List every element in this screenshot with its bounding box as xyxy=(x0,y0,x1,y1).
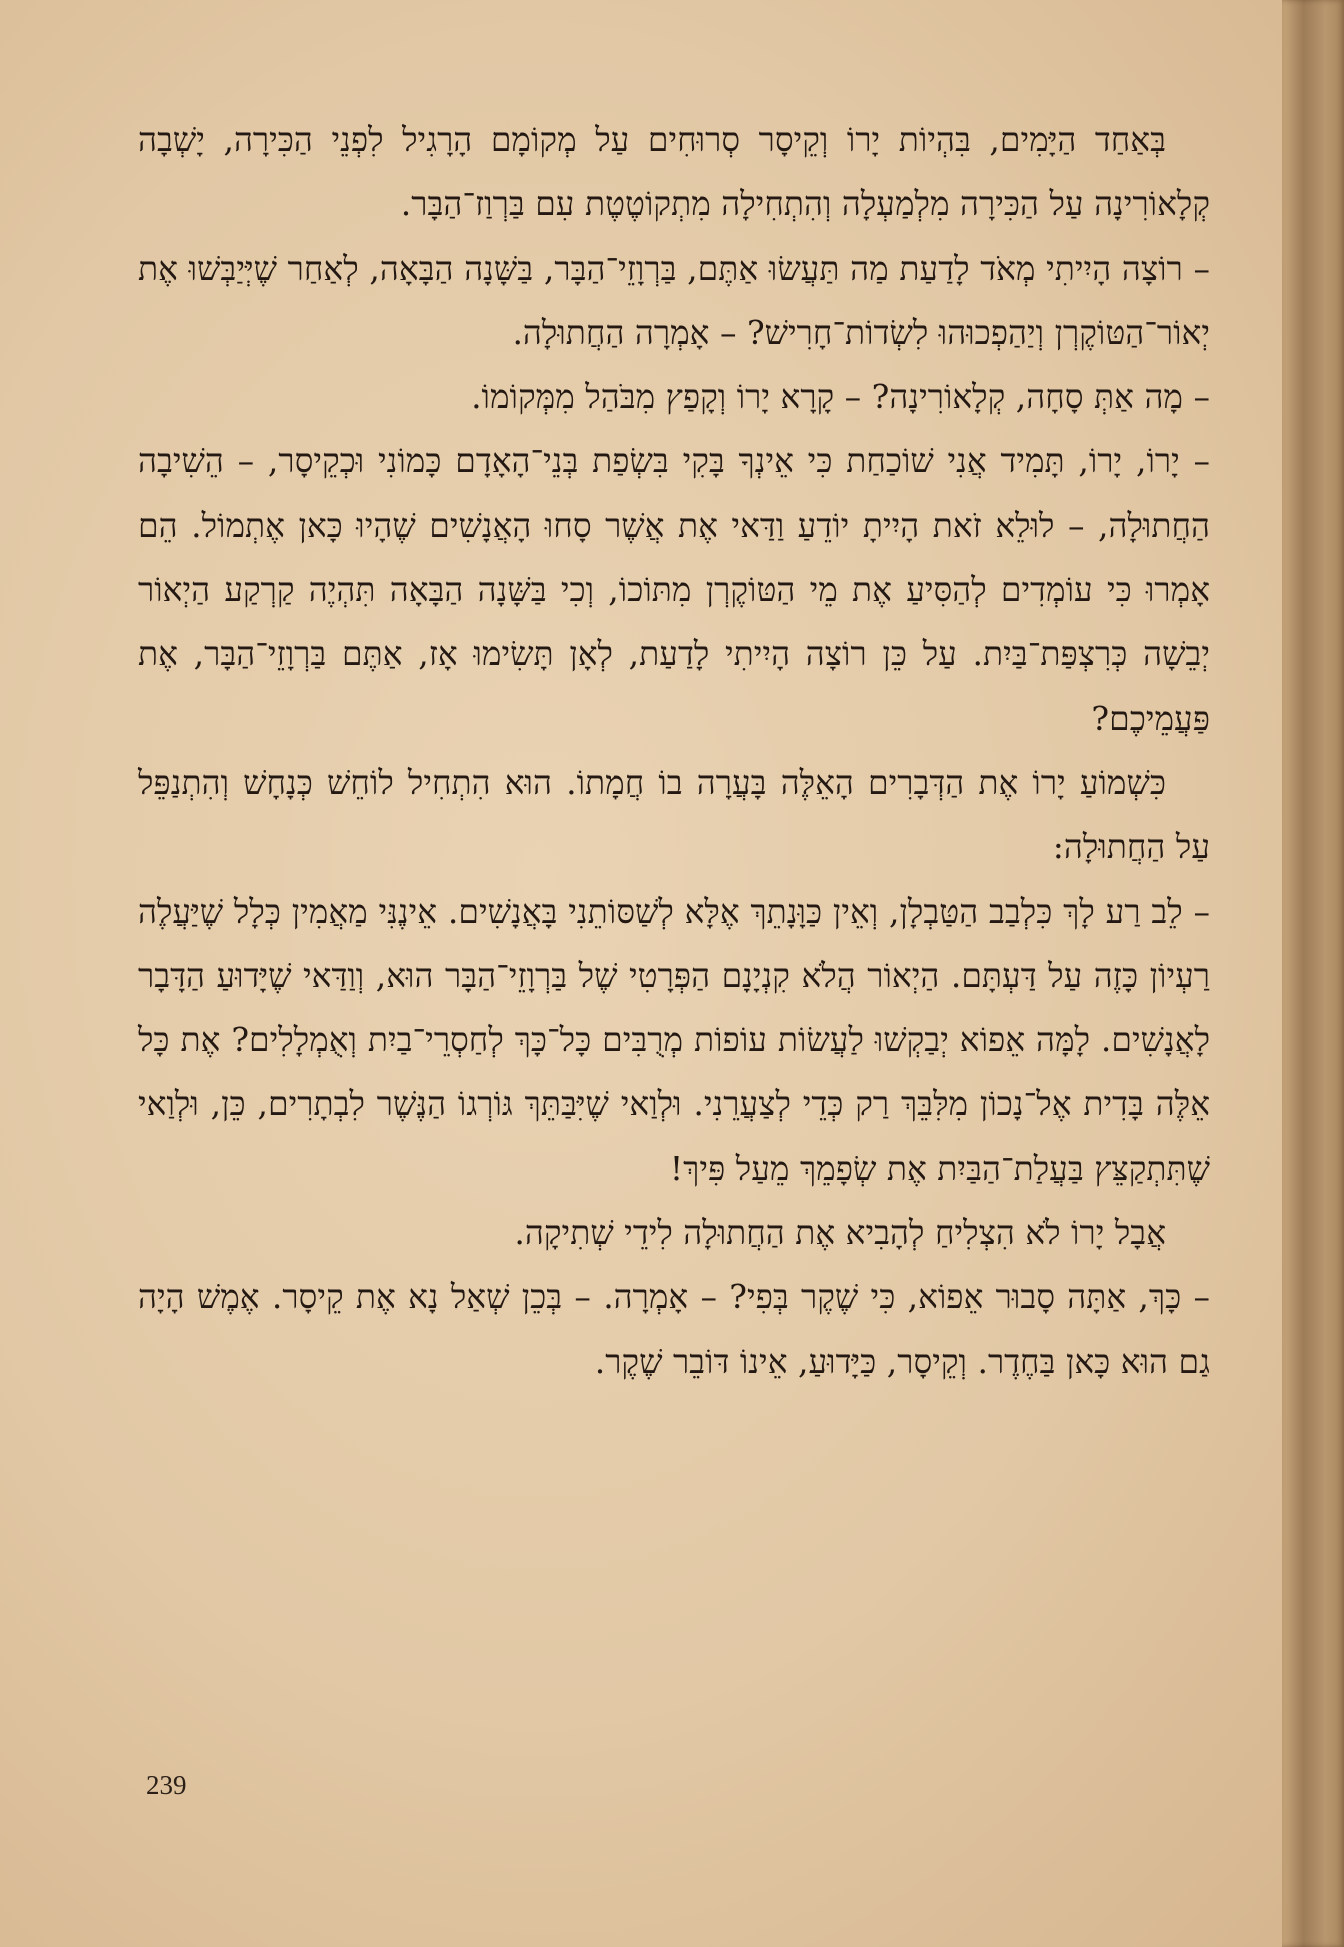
book-gutter xyxy=(1282,0,1344,1947)
paragraph: – רוֹצָה הָיִיתִי מְאֹד לָדַעַת מַה תַּעֲשׂוּ אַתֶּם, בַּרְוָזֵי־הַבָּר, בַּשָּׁנָה הַבָּאָה, לְאַחַר שֶׁיְּיַבְּשׁוּ אֶת יְאוֹר־הַטּוֹקֶרְן וְיַהַפְכוּהוּ לִשְׂדוֹת־חָרִישׁ? – אָמְרָה הַחֲתוּלָה. xyxy=(138,248,1210,352)
page-number: 239 xyxy=(146,1770,187,1800)
paragraph: בְּאַחַד הַיָּמִים, בִּהְיוֹת יָרוֹ וְקֵיסָר סְרוּחִים עַל מְקוֹמָם הָרָגִיל לִפְנֵי הַכִּירָה, יָשְׁבָה קְלָאוֹרִינָה עַל הַכִּירָה מִלְמַעְלָה וְהִתְחִילָה מִתְקוֹטֶטֶת עִם בַּרְוַז־הַבָּר. xyxy=(138,120,1210,224)
paragraph: אֲבָל יָרוֹ לֹא הִצְלִיחַ לְהָבִיא אֶת הַחֲתוּלָה לִידֵי שְׁתִיקָה. xyxy=(514,1213,1166,1253)
page-text xyxy=(138,108,1210,1394)
paragraph: – לֵב רַע לָךְ כִּלְבַב הַטַּבְלָן, וְאֵין כַּוָּנָתֵךְ אֶלָּא לְשַׁסּוֹתֵנִי בָּאֲנָשִׁים. אֵינֶנִּי מַאֲמִין כְּלָל שֶׁיַּעֲלֶה רַעְיוֹן כָּזֶה עַל דַּעְתָּם. הַיְאוֹר הֲלֹא קִנְיָנָם הַפְּרָטִי שֶׁל בַּרְוָזֵי־הַבָּר הוּא, וְוַדַּאי שֶׁיָּדוּעַ הַדָּבָר לָאֲנָשִׁים. לָמָּה אֵפוֹא יְבַקְשׁוּ לַעֲשׂוֹת עוֹפוֹת מְרֻבִּים כָּל־כָּךְ לְחַסְרֵי־בַיִת וְאֻמְלָלִים? אֶת כָּל אֵלֶּה בָּדִית אֶל־נָכוֹן מִלִּבֵּךְ רַק כְּדֵי לְצַעֲרֵנִי. וּלְוַאי שֶׁיִּבַּתֵּךְ גּוֹרְגוֹ הַנֶּשֶׁר לִבְתָרִים, כֵּן, וּלְוַאי שֶׁתִּתְקַצֵּץ בַּעֲלַת־הַבַּיִת אֶת שְׂפָמֵךְ מֵעַל פִּיךְ! xyxy=(138,891,1210,1188)
paragraph: – כָּךְ, אַתָּה סָבוּר אֵפוֹא, כִּי שֶׁקֶר בְּפִי? – אָמְרָה. – בְּכֵן שְׁאַל נָא אֶת קֵיסָר. אֶמֶשׁ הָיָה גַם הוּא כָּאן בַּחֶדֶר. וְקֵיסָר, כַּיָּדוּעַ, אֵינוֹ דּוֹבֵר שֶׁקֶר. xyxy=(138,1277,1210,1381)
paragraph: כִּשְׁמוֹעַ יָרוֹ אֶת הַדְּבָרִים הָאֵלֶּה בָּעֲרָה בוֹ חֲמָתוֹ. הוּא הִתְחִיל לוֹחֵשׁ כְּנָחָשׁ וְהִתְנַפֵּל עַל הַחֲתוּלָה: xyxy=(138,762,1210,867)
paragraph: – יָרוֹ, יָרוֹ, תָּמִיד אֲנִי שׁוֹכַחַת כִּי אֵינְךָ בָּקִי בִּשְׂפַת בְּנֵי־הָאָדָם כָּמוֹנִי וּכְקֵיסָר, – הֵשִׁיבָה הַחֲתוּלָה, – לוּלֵא זֹאת הָיִיתָ יוֹדֵעַ וַדַּאי אֶת אֲשֶׁר סָחוּ הָאֲנָשִׁים שֶׁהָיוּ כָּאן אֶתְמוֹל. הֵם אָמְרוּ כִּי עוֹמְדִים לְהַסִּיעַ אֶת מֵי הַטּוֹקֶרְן מִתּוֹכוֹ, וְכִי בַּשָּׁנָה הַבָּאָה תִּהְיֶה קַרְקַע הַיְאוֹר יְבֵשָׁה כְּרִצְפַּת־בַּיִת. עַל כֵּן רוֹצָה הָיִיתִי לָדַעַת, לְאָן תָּשִׂימוּ אָז, אַתֶּם בַּרְוָזֵי־הַבָּר, אֶת פַּעֲמֵיכֶם? xyxy=(138,441,1210,738)
paragraph: – מָה אַתְּ סָחָה, קְלָאוֹרִינָה? – קָרָא יָרוֹ וְקָפַץ מִבֹּהַל מִמְּקוֹמוֹ. xyxy=(471,377,1210,417)
